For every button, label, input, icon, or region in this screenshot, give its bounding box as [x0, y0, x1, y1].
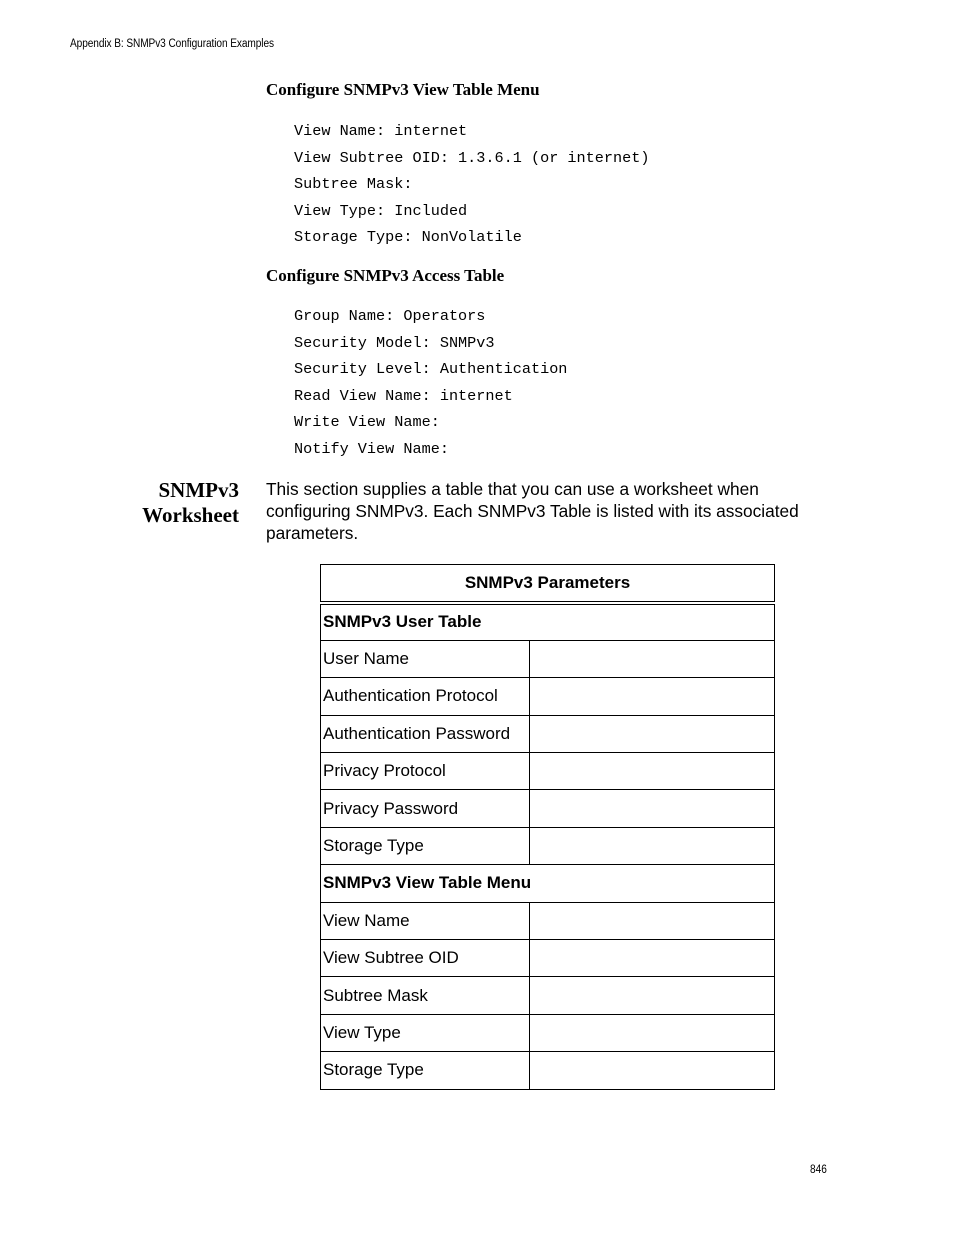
access-code-block: [294, 303, 567, 462]
table-row: [321, 715, 775, 752]
table-group-row: [321, 865, 775, 902]
table-title-row: [321, 565, 775, 604]
table-row: [321, 902, 775, 939]
code-line: Group Name: Operators: [294, 307, 486, 325]
parameter-label: View Subtree OID: [321, 940, 530, 977]
parameter-label: User Name: [321, 640, 530, 677]
section-title-line: Worksheet: [142, 503, 239, 527]
table-row: [321, 1052, 775, 1089]
parameter-value-cell[interactable]: [530, 827, 775, 864]
view-menu-heading: Configure SNMPv3 View Table Menu: [266, 80, 540, 99]
view-menu-code-block: [294, 118, 649, 251]
parameter-label: Authentication Password: [321, 715, 530, 752]
table-row: [321, 640, 775, 677]
parameter-label: View Name: [321, 902, 530, 939]
table-row: [321, 678, 775, 715]
section-title-line: SNMPv3: [158, 478, 239, 502]
parameter-label: Privacy Protocol: [321, 753, 530, 790]
parameter-value-cell[interactable]: [530, 753, 775, 790]
table-row: [321, 940, 775, 977]
parameter-value-cell[interactable]: [530, 1052, 775, 1089]
access-table-heading: Configure SNMPv3 Access Table: [266, 266, 505, 285]
parameter-label: View Type: [321, 1014, 530, 1051]
parameter-label: Privacy Password: [321, 790, 530, 827]
table-row: [321, 1014, 775, 1051]
code-line: View Name: internet: [294, 122, 468, 140]
parameter-value-cell[interactable]: [530, 940, 775, 977]
parameter-label: Authentication Protocol: [321, 678, 530, 715]
table-title: SNMPv3 Parameters: [321, 565, 775, 604]
parameter-value-cell[interactable]: [530, 1014, 775, 1051]
section-title: [100, 478, 239, 528]
parameter-value-cell[interactable]: [530, 977, 775, 1014]
group-heading: SNMPv3 View Table Menu: [321, 865, 775, 902]
code-line: Security Level: Authentication: [294, 360, 568, 378]
table-row: [321, 790, 775, 827]
parameter-value-cell[interactable]: [530, 678, 775, 715]
parameter-value-cell[interactable]: [530, 902, 775, 939]
code-line: View Subtree OID: 1.3.6.1 (or internet): [294, 148, 650, 167]
code-line: Read View Name: internet: [294, 386, 513, 405]
worksheet-table: [320, 564, 775, 1090]
parameter-value-cell[interactable]: [530, 640, 775, 677]
page-number: 846: [810, 1164, 827, 1176]
group-heading: SNMPv3 User Table: [321, 603, 775, 640]
parameter-value-cell[interactable]: [530, 715, 775, 752]
table-row: [321, 977, 775, 1014]
table-row: [321, 753, 775, 790]
code-line: View Type: Included: [294, 201, 468, 220]
code-line: Subtree Mask:: [294, 175, 413, 193]
parameter-value-cell[interactable]: [530, 790, 775, 827]
code-line: Write View Name:: [294, 413, 440, 431]
running-header: Appendix B: SNMPv3 Configuration Examples: [70, 38, 274, 50]
code-line: Security Model: SNMPv3: [294, 333, 495, 352]
parameter-label: Storage Type: [321, 1052, 530, 1089]
code-line: Storage Type: NonVolatile: [294, 228, 522, 246]
parameter-label: Storage Type: [321, 827, 530, 864]
table-row: [321, 827, 775, 864]
code-line: Notify View Name:: [294, 439, 449, 458]
parameter-label: Subtree Mask: [321, 977, 530, 1014]
table-group-row: [321, 603, 775, 640]
worksheet-paragraph: This section supplies a table that you can use a worksheet when configuring SNMPv3. Each SNMPv3 Table is listed with its associated parameters.: [266, 479, 799, 543]
